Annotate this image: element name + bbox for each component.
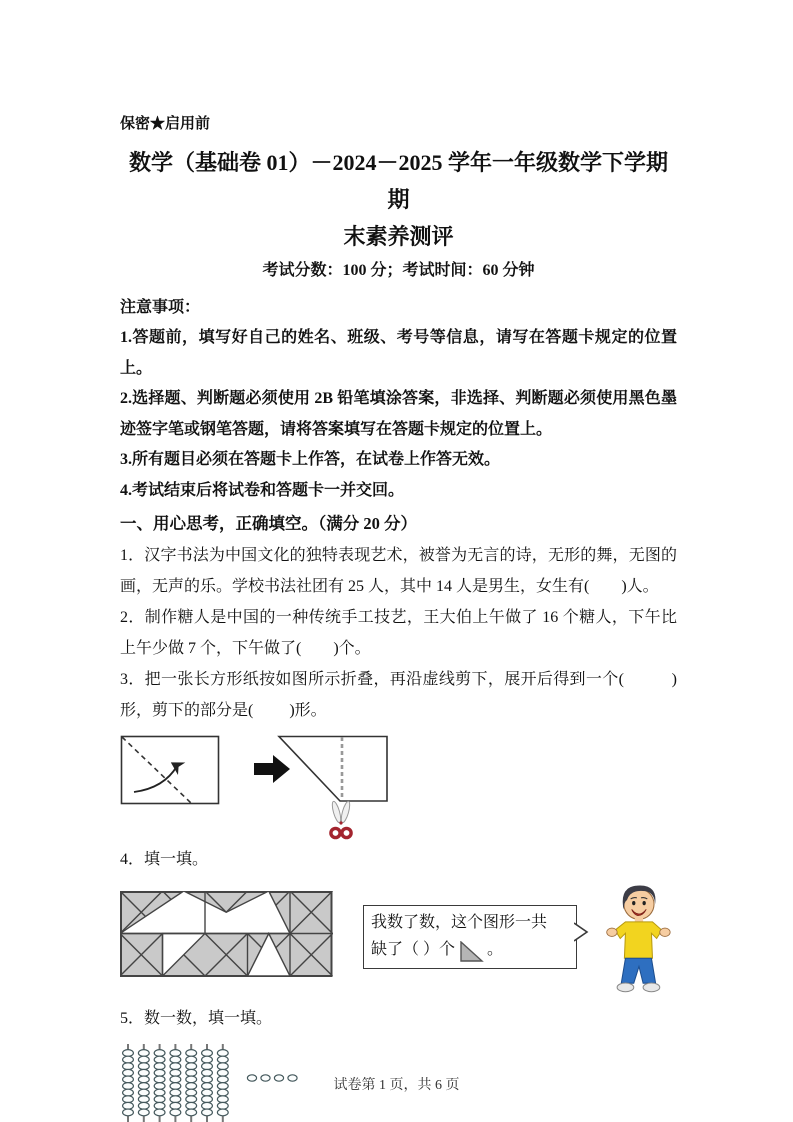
tangram-figure xyxy=(120,891,333,977)
question-3: 3．把一张长方形纸按如图所示折叠，再沿虚线剪下，展开后得到一个( )形，剪下的部分是( )形。 xyxy=(120,671,677,719)
rectangle-with-fold-line xyxy=(122,737,219,804)
bubble-line2-suffix: 。 xyxy=(487,941,504,958)
bubble-text-line1: 我数了数，这个图形一共 xyxy=(371,914,548,931)
page-footer: 试卷第 1 页，共 6 页 xyxy=(333,1078,460,1093)
bubble-line2-prefix: 缺了（ ）个 xyxy=(371,941,456,958)
fold-figure-svg xyxy=(120,730,410,844)
question-1: 1．汉字书法为中国文化的独特表现艺术，被誉为无言的诗，无形的舞，无图的画，无声的乐。学校书法社团有 25 人，其中 14 人是男生，女生有( )人。 xyxy=(120,547,677,595)
secrecy-label: 保密★启用前 xyxy=(120,116,211,132)
question-4: 4．填一填。 xyxy=(120,851,209,868)
missing-triangle-icon xyxy=(458,941,484,963)
notice-item-2: 2.选择题、判断题必须使用 2B 铅笔填涂答案，非选择、判断题必须使用黑色墨迹签字笔或钢笔答题，请将答案填写在答题卡规定的位置上。 xyxy=(120,390,677,438)
scissors-icon xyxy=(331,801,352,838)
question-2: 2．制作糖人是中国的一种传统手工技艺，王大伯上午做了 16 个糖人，下午比上午少做 7 个，下午做了( )个。 xyxy=(120,609,677,657)
question-4-figure-row xyxy=(120,879,677,1003)
folded-paper-shape xyxy=(279,737,387,802)
paper-title xyxy=(120,144,677,255)
notices-heading: 注意事项： xyxy=(120,299,201,316)
exam-info: 考试分数：100 分；考试时间：60 分钟 xyxy=(262,262,535,279)
paper-title-line2: 末素养测评 xyxy=(343,224,454,249)
notice-item-4: 4.考试结束后将试卷和答题卡一并交回。 xyxy=(120,481,405,499)
section1-heading: 一、用心思考，正确填空。（满分 20 分） xyxy=(120,514,417,533)
question-5: 5．数一数，填一填。 xyxy=(120,1010,273,1027)
boy-cartoon xyxy=(588,879,692,999)
notice-item-1: 1.答题前，填写好自己的姓名、班级、考号等信息，请写在答题卡规定的位置上。 xyxy=(120,329,677,377)
bubble-text-line2 xyxy=(371,936,569,963)
page-content xyxy=(120,0,677,1122)
arrow-right-icon xyxy=(254,755,290,783)
notice-item-3: 3.所有题目必须在答题卡上作答，在试卷上作答无效。 xyxy=(120,451,501,468)
bubble-tail xyxy=(574,922,589,942)
paper-title-line1: 数学（基础卷 01）－2024－2025 学年一年级数学下学期期 xyxy=(128,150,668,212)
fold-figure xyxy=(120,730,677,844)
speech-bubble xyxy=(363,905,577,969)
